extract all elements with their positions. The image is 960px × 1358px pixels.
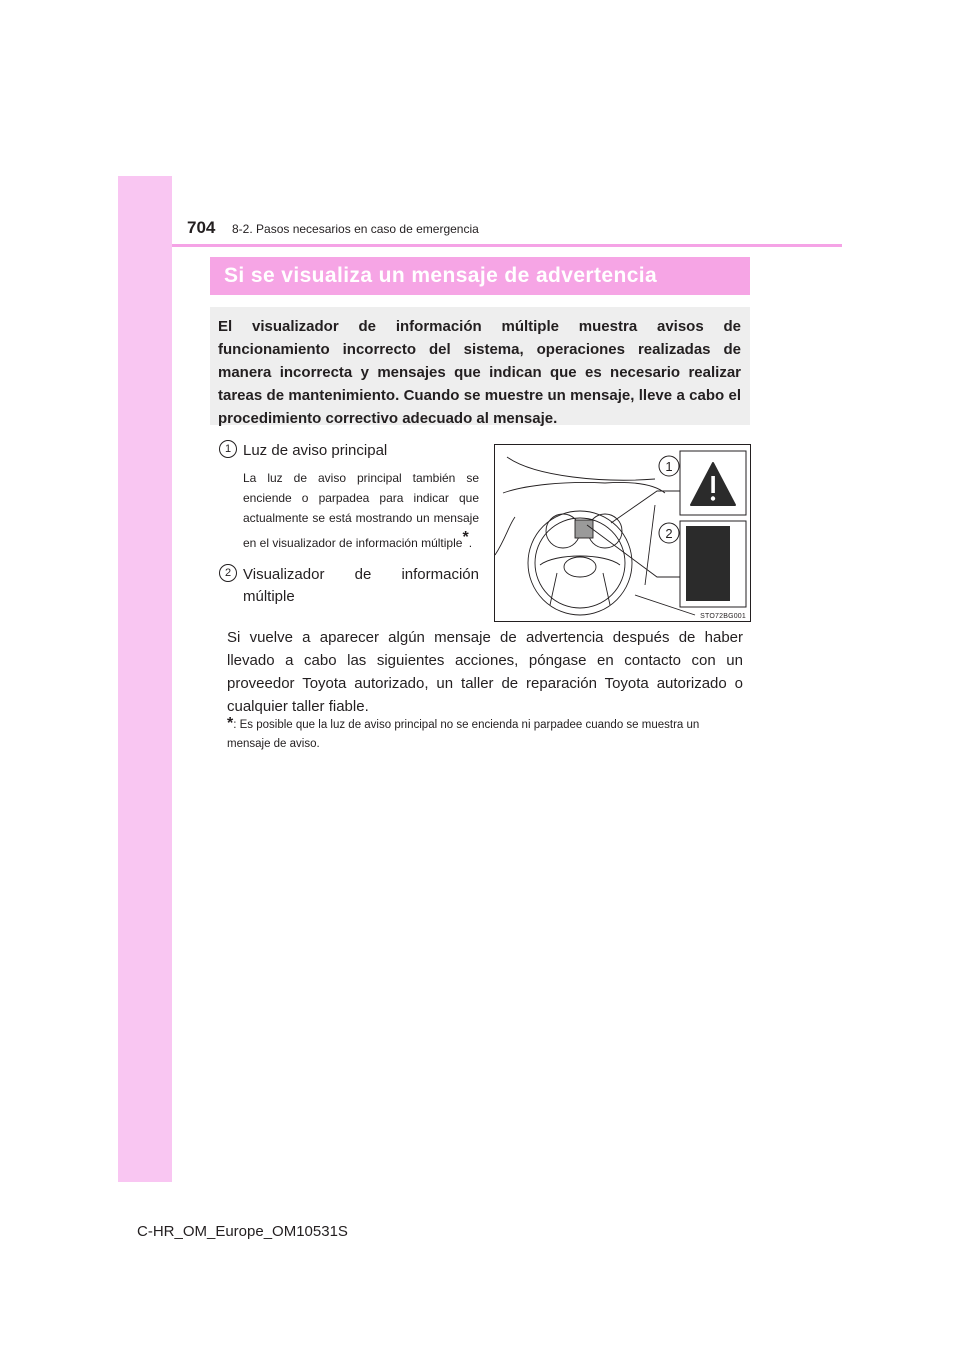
document-code: C-HR_OM_Europe_OM10531S <box>137 1223 348 1240</box>
intro-box <box>210 307 750 425</box>
footnote-mark: * <box>462 529 469 546</box>
item-description-1: La luz de aviso principal también se enciende o parpadea para indicar que actualmente se está mostrando un mensaje en el visualizador de información múltiple*. <box>243 471 479 550</box>
callout-1-label: 1 <box>665 459 673 474</box>
item-number-1: 1 <box>219 440 237 458</box>
intro-text: El visualizador de información múltiple muestra avisos de funcionamiento incorrecto del sistema, operaciones realizadas de manera incorrecta y mensajes que indican que es necesario realizar tareas de mantenimiento. Cuando se muestre un mensaje, lleve a cabo el procedimiento correctivo adecuado al mensaje. <box>218 318 741 427</box>
item-label-2: Visualizador de información múltiple <box>243 566 479 605</box>
item-number-2: 2 <box>219 564 237 582</box>
illustration-code: STO72BG001 <box>700 613 746 620</box>
section-title-bar <box>210 257 750 295</box>
header-divider <box>172 244 842 247</box>
footnote-text: : Es posible que la luz de aviso principal no se encienda ni parpadee cuando se muestra un mensaje de aviso. <box>227 719 700 750</box>
page-number: 704 <box>187 218 216 237</box>
footnote <box>227 714 743 754</box>
dashboard-drawing <box>495 445 750 621</box>
side-tab <box>118 176 172 1182</box>
item-label-1: Luz de aviso principal <box>243 442 388 459</box>
body-paragraph: Si vuelve a aparecer algún mensaje de advertencia después de haber llevado a cabo las siguientes acciones, póngase en contacto con un proveedor Toyota autorizado, un taller de reparación Toyota autorizado o cualquier taller fiable. <box>227 629 743 715</box>
section-title: Si se visualiza un mensaje de advertencia <box>224 264 658 287</box>
callout-2-label: 2 <box>665 526 673 541</box>
dashboard-illustration <box>494 444 751 622</box>
footnote-asterisk: * <box>227 715 234 732</box>
section-header: 8-2. Pasos necesarios en caso de emergencia <box>232 222 479 236</box>
display-panel-icon <box>686 526 730 601</box>
